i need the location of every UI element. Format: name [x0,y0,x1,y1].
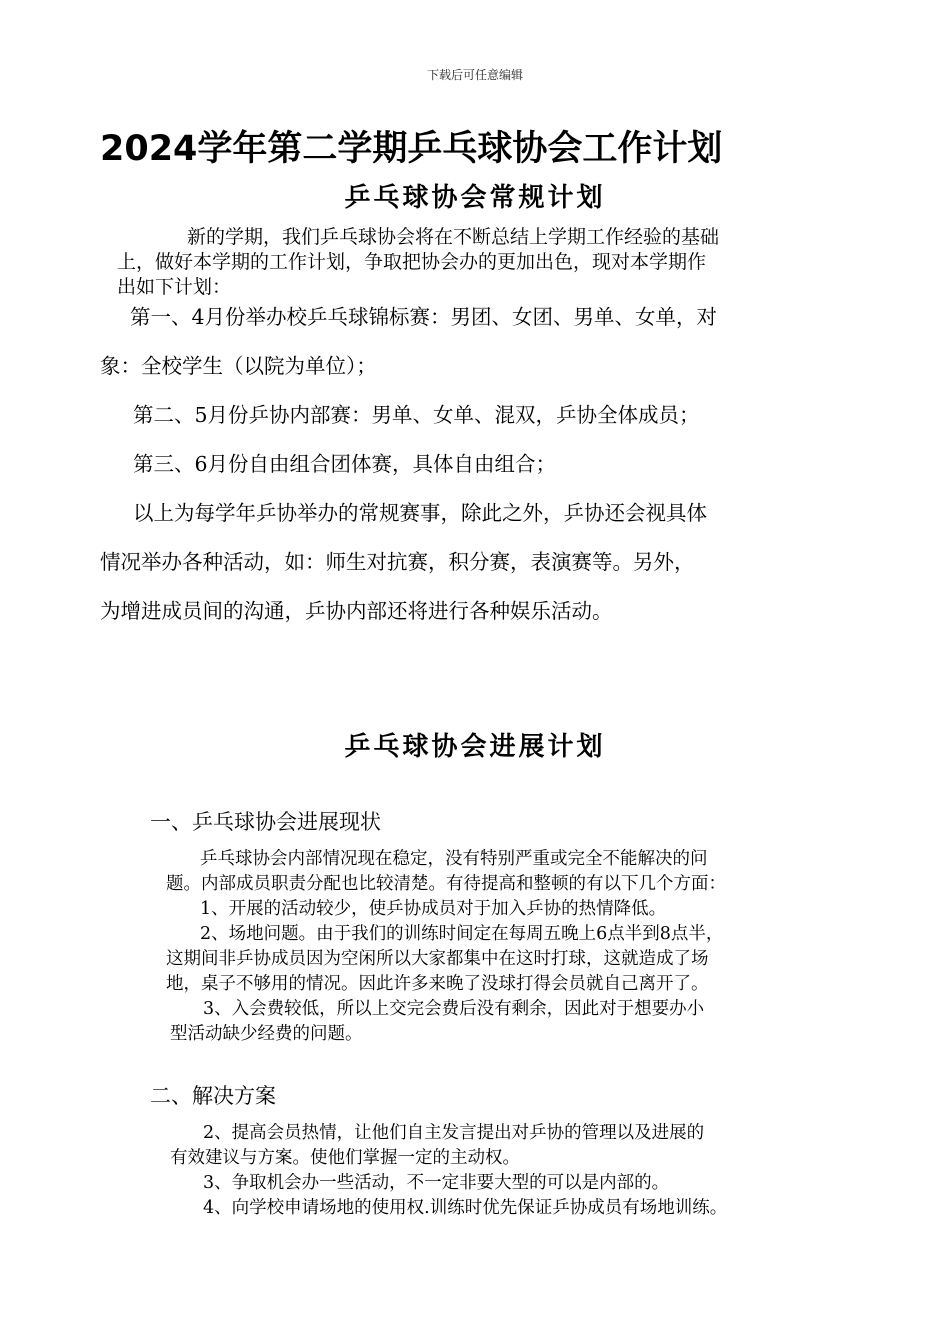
solution-line: 2、提高会员热情，让他们自主发言提出对乒协的管理以及进展的 [203,1123,705,1143]
solution-line: 4、向学校申请场地的使用权.训练时优先保证乒协成员有场地训练。 [203,1198,728,1218]
solution-line: 3、争取机会办一些活动，不一定非要大型的可以是内部的。 [203,1173,670,1193]
intro-line: 新的学期，我们乒乓球协会将在不断总结上学期工作经验的基础 [187,226,720,248]
status-line: 乒乓球协会内部情况现在稳定，没有特别严重或完全不能解决的问 [200,849,708,869]
status-line: 这期间非乒协成员因为空闲所以大家都集中在这时打球，这就造成了场 [166,949,709,969]
item-line: 象：全校学生（以院为单位）； [100,354,377,378]
page-title: 2024学年第二学期乒乓球协会工作计划 [100,129,723,169]
status-line: 型活动缺少经费的问题。 [170,1024,363,1044]
intro-line: 上，做好本学期的工作计划，争取把协会办的更加出色，现对本学期作 [117,251,707,273]
intro-line: 出如下计划： [117,276,232,298]
status-line: 1、开展的活动较少，使乒协成员对于加入乒协的热情降低。 [200,899,667,919]
section-title-development-plan: 乒乓球协会进展计划 [344,732,606,762]
section-title-routine-plan: 乒乓球协会常规计划 [344,183,606,213]
item-line: 为增进成员间的沟通，乒协内部还将进行各种娱乐活动。 [100,599,613,623]
header-note: 下载后可任意编辑 [426,68,523,82]
item-line: 情况举办各种活动，如：师生对抗赛，积分赛，表演赛等。另外， [100,550,695,574]
solution-line: 有效建议与方案。使他们掌握一定的主动权。 [170,1148,520,1168]
item-line: 第一、4月份举办校乒乓球锦标赛：男团、女团、男单、女单，对 [130,305,718,329]
status-line: 2、场地问题。由于我们的训练时间定在每周五晚上6点半到8点半， [200,924,724,944]
intro-paragraph [117,225,877,300]
item-line: 以上为每学年乒协举办的常规赛事，除此之外，乒协还会视具体 [133,501,707,525]
subheading-solutions: 二、解决方案 [150,1084,276,1108]
status-line: 题。内部成员职责分配也比较清楚。有待提高和整顿的有以下几个方面： [166,874,726,894]
item-line: 第三、6月份自由组合团体赛，具体自由组合； [133,452,557,476]
status-line: 3、入会费较低，所以上交完会费后没有剩余，因此对于想要办小 [203,999,705,1019]
subheading-status: 一、乒乓球协会进展现状 [150,810,381,834]
status-line: 地，桌子不够用的情况。因此许多来晚了没球打得会员就自己离开了。 [166,974,709,994]
item-line: 第二、5月份乒协内部赛：男单、女单、混双，乒协全体成员； [133,403,700,427]
